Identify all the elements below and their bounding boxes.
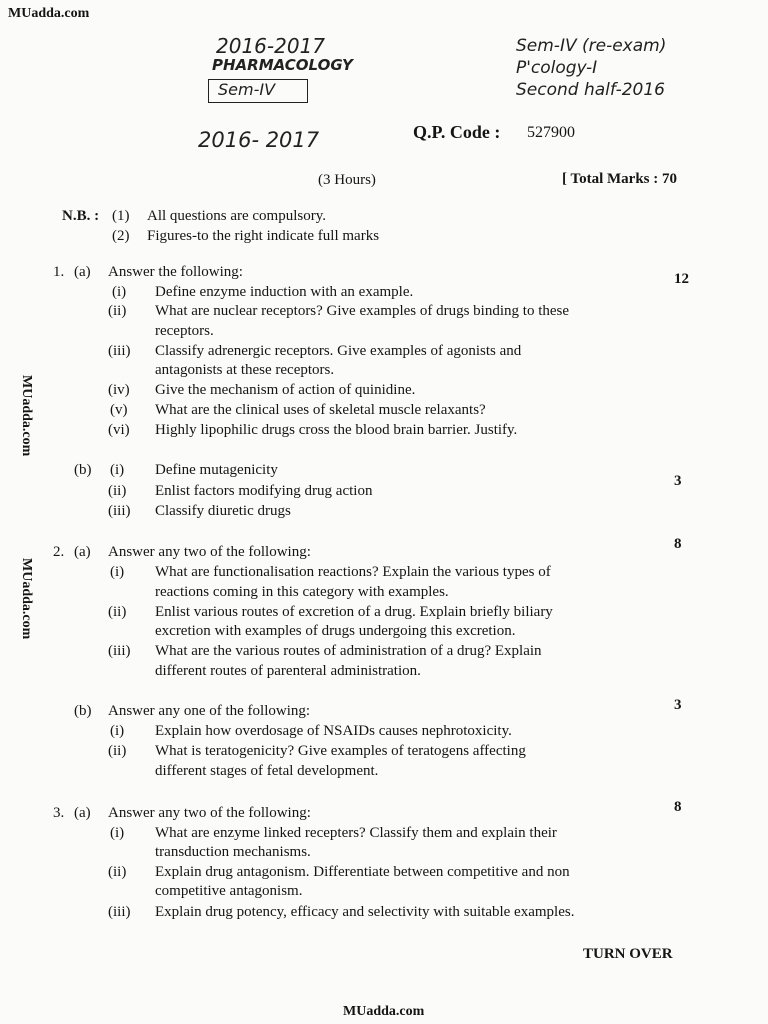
handwritten-right-1: Sem-IV (re-exam)	[516, 36, 667, 56]
item-text: receptors.	[155, 323, 214, 339]
item-number: (vi)	[108, 422, 130, 438]
item-text: Enlist factors modifying drug action	[155, 483, 373, 499]
handwritten-subject: PHARMACOLOGY	[212, 56, 353, 74]
item-number: (iii)	[108, 343, 131, 359]
item-text: antagonists at these receptors.	[155, 362, 335, 378]
site-name-top: MUadda.com	[8, 6, 90, 21]
item-number: (i)	[112, 284, 127, 300]
question-instruction: Answer any one of the following:	[108, 703, 311, 719]
total-marks: [ Total Marks : 70	[562, 171, 678, 187]
item-number: (ii)	[108, 604, 127, 620]
qp-label: Q.P. Code :	[413, 122, 501, 142]
item-number: (iii)	[108, 643, 131, 659]
item-number: (iv)	[108, 382, 130, 398]
question-marks: 8	[674, 799, 682, 815]
question-part: (a)	[74, 264, 91, 280]
item-number: (iii)	[108, 503, 131, 519]
nb-num: (1)	[112, 208, 130, 224]
item-text: What are nuclear receptors? Give examples of drugs binding to these	[155, 303, 570, 319]
question-marks: 3	[674, 473, 682, 489]
item-text: Define mutagenicity	[155, 462, 278, 478]
question-instruction: Answer any two of the following:	[108, 544, 311, 560]
item-text: different routes of parenteral administration.	[155, 663, 421, 679]
question-number: 2.	[53, 544, 65, 560]
question-marks: 8	[674, 536, 682, 552]
item-number: (i)	[110, 564, 125, 580]
site-name-bottom: MUadda.com	[343, 1004, 425, 1019]
item-number: (iii)	[108, 904, 131, 920]
handwritten-year-2: 2016- 2017	[198, 128, 320, 152]
item-text: What is teratogenicity? Give examples of teratogens affecting	[155, 743, 526, 759]
item-number: (ii)	[108, 303, 127, 319]
question-marks: 12	[674, 271, 689, 287]
item-text: Highly lipophilic drugs cross the blood brain barrier. Justify.	[155, 422, 518, 438]
item-text: different stages of fetal development.	[155, 763, 379, 779]
qp-code: 527900	[527, 124, 575, 141]
item-text: What are enzyme linked recepters? Classify them and explain their	[155, 825, 557, 841]
item-text: Give the mechanism of action of quinidine.	[155, 382, 416, 398]
question-instruction: Answer the following:	[108, 264, 243, 280]
question-instruction: Answer any two of the following:	[108, 805, 311, 821]
item-text: Enlist various routes of excretion of a drug. Explain briefly biliary	[155, 604, 553, 620]
site-name-side-2: MUadda.com	[19, 558, 34, 640]
question-part: (b)	[74, 462, 92, 478]
nb-text: Figures-to the right indicate full marks	[147, 228, 380, 244]
item-text: What are the clinical uses of skeletal muscle relaxants?	[155, 402, 486, 418]
item-number: (i)	[110, 825, 125, 841]
item-text: excretion with examples of drugs undergoing this excretion.	[155, 623, 516, 639]
item-text: Classify adrenergic receptors. Give examples of agonists and	[155, 343, 522, 359]
nb-label: N.B. :	[62, 208, 100, 224]
item-number: (ii)	[108, 743, 127, 759]
question-marks: 3	[674, 697, 682, 713]
item-text: Classify diuretic drugs	[155, 503, 291, 519]
item-number: (i)	[110, 723, 125, 739]
item-text: competitive antagonism.	[155, 883, 303, 899]
handwritten-year: 2016-2017	[216, 34, 326, 58]
question-number: 3.	[53, 805, 65, 821]
question-part: (a)	[74, 805, 91, 821]
item-text: What are functionalisation reactions? Explain the various types of	[155, 564, 551, 580]
turn-over: TURN OVER	[583, 946, 673, 962]
item-number: (v)	[110, 402, 128, 418]
item-text: transduction mechanisms.	[155, 844, 311, 860]
item-text: Define enzyme induction with an example.	[155, 284, 414, 300]
item-text: Explain drug antagonism. Differentiate between competitive and non	[155, 864, 570, 880]
nb-num: (2)	[112, 228, 130, 244]
question-number: 1.	[53, 264, 65, 280]
site-name-side-1: MUadda.com	[19, 375, 34, 457]
handwritten-right-3: Second half-2016	[516, 80, 665, 100]
handwritten-sem-box: Sem-IV	[218, 80, 276, 99]
item-number: (i)	[110, 462, 125, 478]
handwritten-right-2: P'cology-I	[516, 58, 598, 78]
exam-duration: (3 Hours)	[318, 172, 376, 188]
question-part: (b)	[74, 703, 92, 719]
item-text: Explain how overdosage of NSAIDs causes nephrotoxicity.	[155, 723, 512, 739]
item-number: (ii)	[108, 864, 127, 880]
item-text: reactions coming in this category with examples.	[155, 584, 449, 600]
question-part: (a)	[74, 544, 91, 560]
item-text: What are the various routes of administration of a drug? Explain	[155, 643, 542, 659]
item-text: Explain drug potency, efficacy and selectivity with suitable examples.	[155, 904, 575, 920]
nb-text: All questions are compulsory.	[147, 208, 326, 224]
item-number: (ii)	[108, 483, 127, 499]
